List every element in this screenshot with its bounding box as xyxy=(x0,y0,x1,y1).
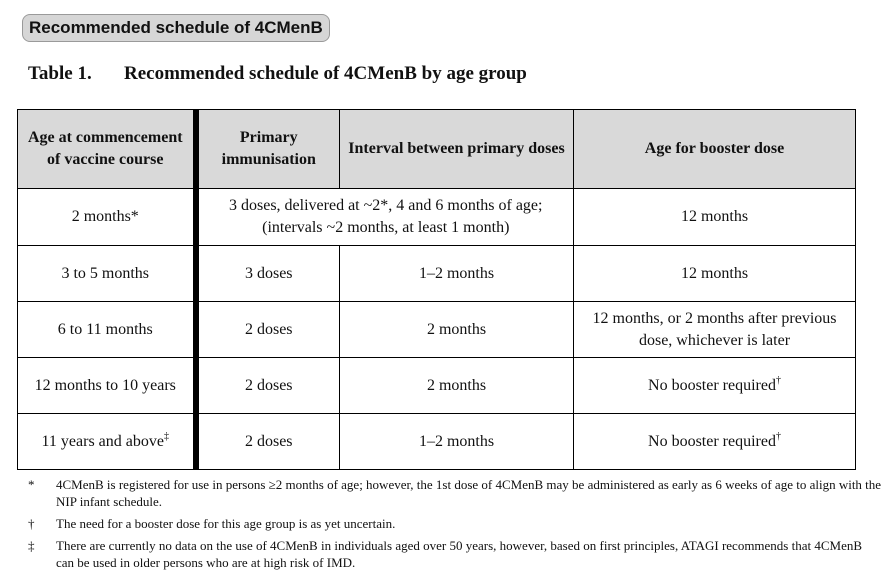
cell-primary: 2 doses xyxy=(196,302,340,358)
footnote-mark-dagger: † xyxy=(775,374,781,386)
table-row xyxy=(18,189,856,246)
table-row xyxy=(18,358,856,414)
header-primary: Primary immunisation xyxy=(196,110,340,189)
footnote-symbol: † xyxy=(28,516,35,531)
header-age: Age at commencement of vaccine course xyxy=(18,110,196,189)
cell-interval: 1–2 months xyxy=(340,414,574,470)
cell-age: 2 months* xyxy=(18,189,196,246)
cell-age: 12 months to 10 years xyxy=(18,358,196,414)
table-header-row xyxy=(18,110,856,189)
cell-age: 6 to 11 months xyxy=(18,302,196,358)
age-text: 11 years and above xyxy=(41,432,164,450)
cell-booster: 12 months xyxy=(574,246,856,302)
cell-interval: 2 months xyxy=(340,358,574,414)
footnote-symbol: ‡ xyxy=(28,538,35,553)
cell-booster xyxy=(574,358,856,414)
cell-booster: 12 months, or 2 months after previous dose, whichever is later xyxy=(574,302,856,358)
header-booster: Age for booster dose xyxy=(574,110,856,189)
cell-booster: 12 months xyxy=(574,189,856,246)
footnote-text: 4CMenB is registered for use in persons ≥2 months of age; however, the 1st dose of 4CMenB may be administered as early as 6 weeks of age to align with the NIP infant schedule. xyxy=(56,477,882,509)
footnote-text: The need for a booster dose for this age group is as yet uncertain. xyxy=(56,516,396,531)
footnote xyxy=(28,476,883,510)
cell-age: 3 to 5 months xyxy=(18,246,196,302)
footnote-symbol: * xyxy=(28,477,35,492)
section-heading: Recommended schedule of 4CMenB xyxy=(22,14,330,42)
table-title-text: Recommended schedule of 4CMenB by age group xyxy=(124,63,527,84)
table-title xyxy=(28,62,527,86)
cell-primary: 2 doses xyxy=(196,414,340,470)
cell-primary: 3 doses xyxy=(196,246,340,302)
booster-text: No booster required xyxy=(648,432,776,450)
cell-primary-merged: 3 doses, delivered at ~2*, 4 and 6 months of age; (intervals ~2 months, at least 1 month) xyxy=(196,189,574,246)
header-interval: Interval between primary doses xyxy=(340,110,574,189)
cell-interval: 2 months xyxy=(340,302,574,358)
footnote-text: There are currently no data on the use of 4CMenB in individuals aged over 50 years, however, based on first principles, ATAGI recommends that 4CMenB can be used in older persons who are at high risk of IMD. xyxy=(56,538,863,570)
table-row xyxy=(18,246,856,302)
table-row xyxy=(18,414,856,470)
schedule-table xyxy=(17,109,856,470)
table-number: Table 1. xyxy=(28,63,92,84)
footnote-mark-dagger: † xyxy=(775,430,781,442)
cell-interval: 1–2 months xyxy=(340,246,574,302)
cell-booster xyxy=(574,414,856,470)
footnote xyxy=(28,515,883,532)
table-row xyxy=(18,302,856,358)
cell-age xyxy=(18,414,196,470)
cell-primary: 2 doses xyxy=(196,358,340,414)
footnotes xyxy=(28,476,883,576)
footnote-mark-double-dagger: ‡ xyxy=(163,430,169,442)
booster-text: No booster required xyxy=(648,376,776,394)
footnote xyxy=(28,537,883,571)
